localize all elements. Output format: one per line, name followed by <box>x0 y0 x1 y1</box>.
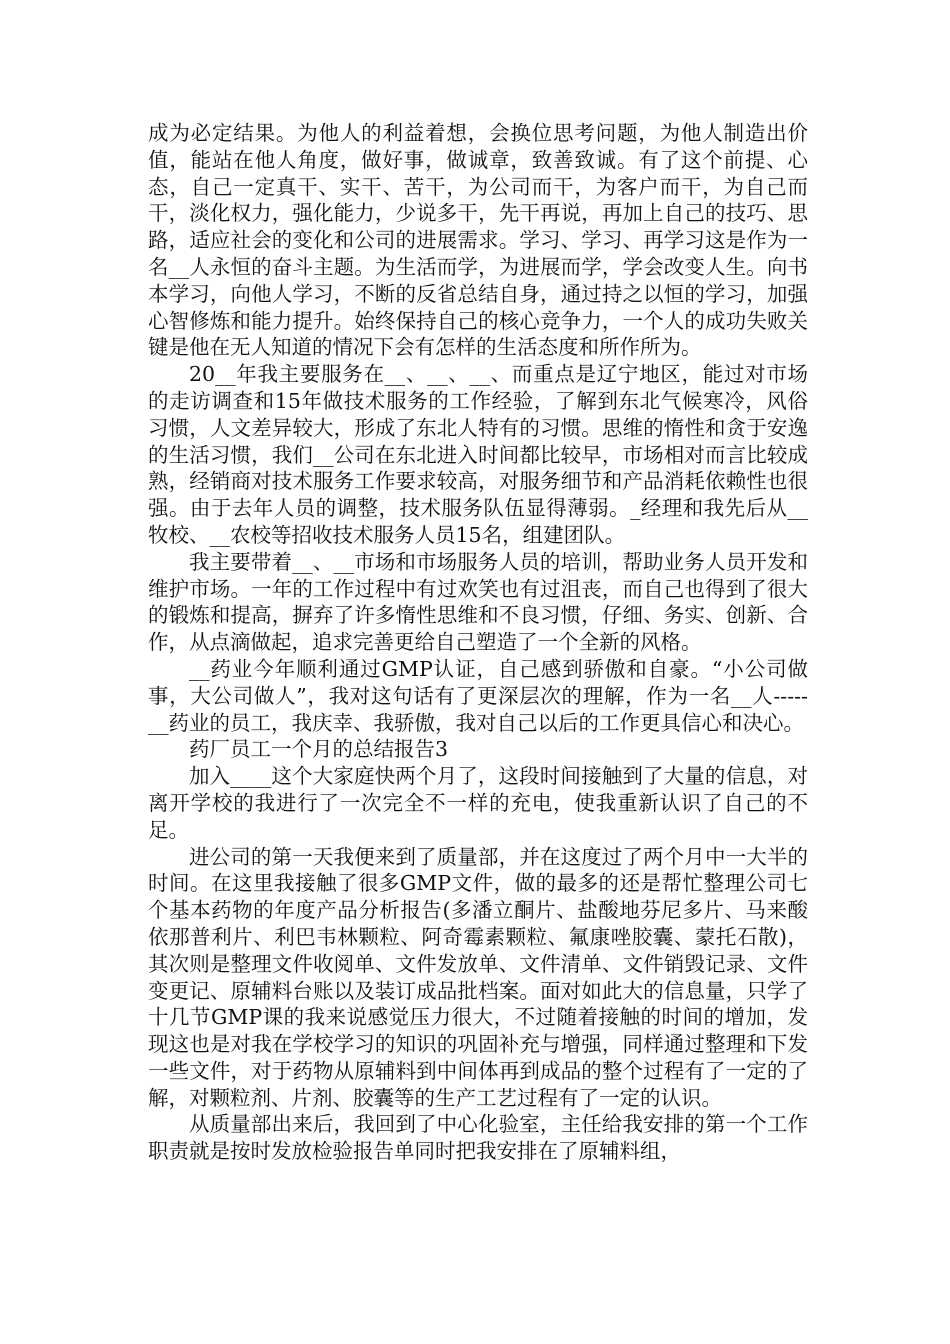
paragraph-central-lab: 从质量部出来后，我回到了中心化验室，主任给我安排的第一个工作职责就是按时发放检验报告单同时把我安排在了原辅料组， <box>148 1112 808 1164</box>
document-page <box>148 120 808 1165</box>
paragraph-gmp-certification: __药业今年顺利通过GMP认证，自己感到骄傲和自豪。“小公司做事，大公司做人”，我对这句话有了更深层次的理解，作为一名__人-----__药业的员工，我庆幸、我骄傲，我对自己以后的工作更具信心和决心。 <box>148 656 808 735</box>
paragraph-quality-department: 进公司的第一天我便来到了质量部，并在这度过了两个月中一大半的时间。在这里我接触了很多GMP文件，做的最多的还是帮忙整理公司七个基本药物的年度产品分析报告(多潘立酮片、盐酸地芬尼多片、马来酸依那普利片、利巴韦林颗粒、阿奇霉素颗粒、氟康唑胶囊、蒙托石散)，其次则是整理文件收阅单、文件发放单、文件清单、文件销毁记录、文件变更记、原辅料台账以及装订成品批档案。面对如此大的信息量，只学了十几节GMP课的我来说感觉压力很大，不过随着接触的时间的增加，发现这也是对我在学校学习的知识的巩固补充与增强，同样通过整理和下发一些文件，对于药物从原辅料到中间体再到成品的整个过程有了一定的了解，对颗粒剂、片剂、胶囊等的生产工艺过程有了一定的认识。 <box>148 844 808 1110</box>
section-title: 药厂员工一个月的总结报告3 <box>189 737 449 762</box>
paragraph-market-training: 我主要带着__、__市场和市场服务人员的培训，帮助业务人员开发和维护市场。一年的工作过程中有过欢笑也有过沮丧，而自己也得到了很大的锻炼和提高，摒弃了许多惰性思维和不良习惯，仔细、务实、创新、合作，从点滴做起，追求完善更给自己塑造了一个全新的风格。 <box>148 549 808 655</box>
paragraph-service-region: 20__年我主要服务在__、__、__、而重点是辽宁地区，能过对市场的走访调查和15年做技术服务的工作经验，了解到东北气候寒冷，风俗习惯，人文差异较大，形成了东北人特有的习惯。思维的惰性和贪于安逸的生活习惯，我们__公司在东北进入时间都比较早，市场相对而言比较成熟，经销商对技术服务工作要求较高，对服务细节和产品消耗依赖性也很强。由于去年人员的调整，技术服务队伍显得薄弱。_经理和我先后从__牧校、__农校等招收技术服务人员15名，组建团队。 <box>148 362 808 547</box>
paragraph-continued: 成为必定结果。为他人的利益着想，会换位思考问题，为他人制造出价值，能站在他人角度，做好事，做诚章，致善致诚。有了这个前提、心态，自己一定真干、实干、苦干，为公司而干，为客户而干，为自己而干，淡化权力，强化能力，少说多干，先干再说，再加上自己的技巧、思路，适应社会的变化和公司的进展需求。学习、学习、再学习这是作为一名__人永恒的奋斗主题。为生活而学，为进展而学，学会改变人生。向书本学习，向他人学习，不断的反省总结自身，通过持之以恒的学习，加强心智修炼和能力提升。始终保持自己的核心竞争力，一个人的成功失败关键是他在无人知道的情况下会有怎样的生活态度和所作所为。 <box>148 121 808 360</box>
paragraph-joining: 加入____这个大家庭快两个月了，这段时间接触到了大量的信息，对离开学校的我进行了一次完全不一样的充电，使我重新认识了自己的不足。 <box>148 764 808 842</box>
